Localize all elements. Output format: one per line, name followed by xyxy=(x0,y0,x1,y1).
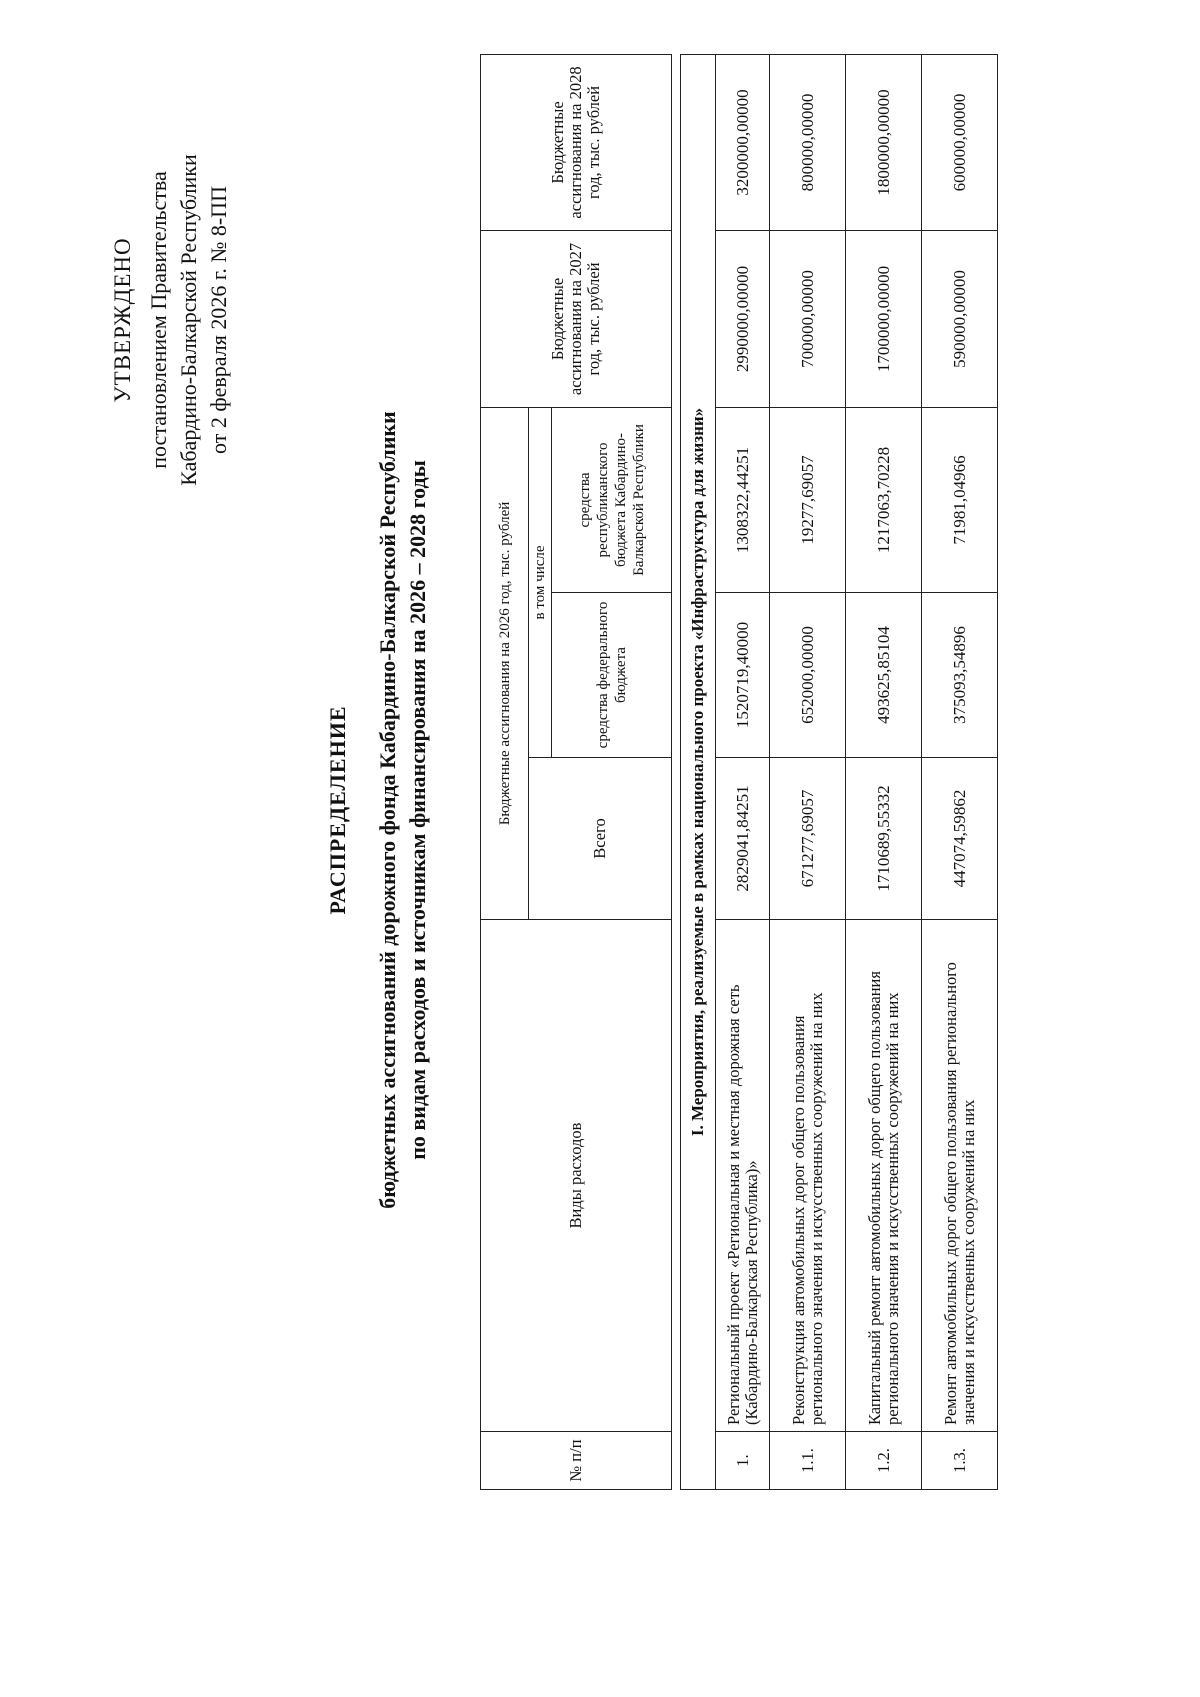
row-number: 1. xyxy=(716,1432,770,1490)
document-subtitle-1: бюджетных ассигнований дорожного фонда Кабардино-Балкарской Республики xyxy=(375,411,400,1209)
row-2027: 700000,00000 xyxy=(770,230,846,407)
header-including: в том числе xyxy=(529,407,552,757)
row-total: 1710689,55332 xyxy=(846,758,922,920)
row-2028: 1800000,00000 xyxy=(846,54,922,230)
table-spacer xyxy=(672,54,681,1489)
table-row xyxy=(716,54,770,1489)
row-2027: 1700000,00000 xyxy=(846,230,922,407)
row-expense-name: Региональный проект «Региональная и местная дорожная сеть (Кабардино-Балкарская Республика)» xyxy=(716,920,770,1432)
row-number: 1.2. xyxy=(846,1432,922,1490)
approval-stamp xyxy=(108,40,234,600)
row-expense-name: Ремонт автомобильных дорог общего пользования регионального значения и искусственных сооружений на них xyxy=(922,920,998,1432)
section-row xyxy=(681,54,716,1489)
header-budget-2027: Бюджетные ассигнования на 2027 год, тыс. рублей xyxy=(481,230,672,407)
header-federal: средства федерального бюджета xyxy=(552,593,672,758)
header-expense-type: Виды расходов xyxy=(481,920,672,1432)
approval-line-2: Кабардино-Балкарской Республики xyxy=(176,154,201,486)
budget-table xyxy=(480,54,998,1490)
row-total: 671277,69057 xyxy=(770,758,846,920)
header-budget-2028: Бюджетные ассигнования на 2028 год, тыс. рублей xyxy=(481,54,672,230)
row-2028: 800000,00000 xyxy=(770,54,846,230)
table-row xyxy=(846,54,922,1489)
approval-line-1: постановлением Правительства xyxy=(146,171,171,469)
row-number: 1.3. xyxy=(922,1432,998,1490)
row-federal: 493625,85104 xyxy=(846,593,922,758)
row-republic: 71981,04966 xyxy=(922,407,998,592)
header-number: № п/п xyxy=(481,1432,672,1490)
section-title: I. Мероприятия, реализуемые в рамках национального проекта «Инфраструктура для жизни» xyxy=(681,54,716,1489)
header-budget-2026: Бюджетные ассигнования на 2026 год, тыс. рублей xyxy=(481,407,529,919)
row-federal: 1520719,40000 xyxy=(716,593,770,758)
row-federal: 652000,00000 xyxy=(770,593,846,758)
row-republic: 1217063,70228 xyxy=(846,407,922,592)
row-federal: 375093,54896 xyxy=(922,593,998,758)
header-republic: средства республиканского бюджета Кабардино-Балкарской Республики xyxy=(552,407,672,592)
row-2028: 3200000,00000 xyxy=(716,54,770,230)
row-number: 1.1. xyxy=(770,1432,846,1490)
row-total: 2829041,84251 xyxy=(716,758,770,920)
row-expense-name: Капитальный ремонт автомобильных дорог общего пользования регионального значения и искусственных сооружений на них xyxy=(846,920,922,1432)
document-title-block xyxy=(325,70,433,1550)
table-row xyxy=(922,54,998,1489)
row-2028: 600000,00000 xyxy=(922,54,998,230)
approval-heading: УТВЕРЖДЕНО xyxy=(110,237,135,403)
row-2027: 590000,00000 xyxy=(922,230,998,407)
row-total: 447074,59862 xyxy=(922,758,998,920)
header-total: Всего xyxy=(529,758,672,920)
approval-line-3: от 2 февраля 2026 г. № 8-ПП xyxy=(206,186,231,454)
row-expense-name: Реконструкция автомобильных дорог общего пользования регионального значения и искусственных сооружений на них xyxy=(770,920,846,1432)
document-title: РАСПРЕДЕЛЕНИЕ xyxy=(325,705,350,915)
table-row xyxy=(770,54,846,1489)
row-republic: 1308322,44251 xyxy=(716,407,770,592)
row-2027: 2990000,00000 xyxy=(716,230,770,407)
row-republic: 19277,69057 xyxy=(770,407,846,592)
document-subtitle-2: по видам расходов и источникам финансирования на 2026 – 2028 годы xyxy=(405,460,430,1160)
